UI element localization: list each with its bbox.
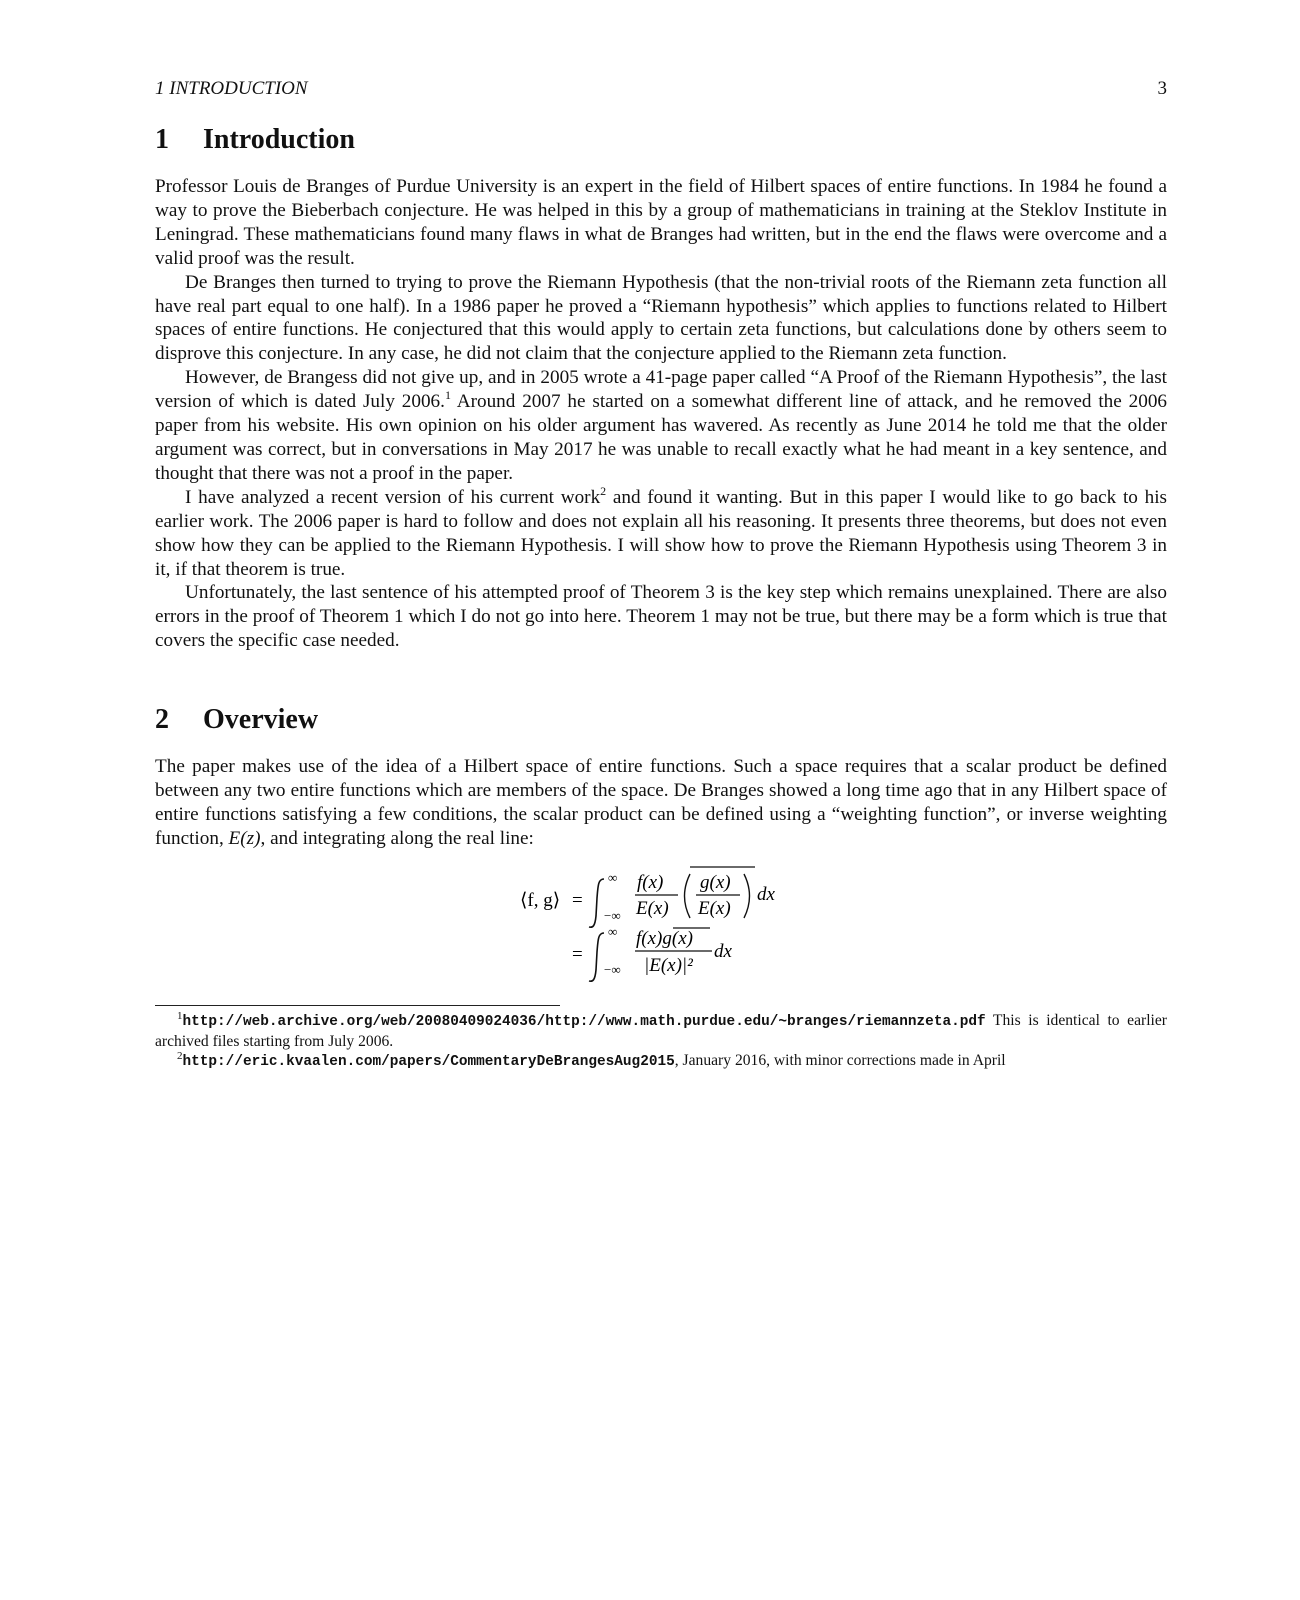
fraction-numerator: f(x)g(x) [636, 928, 693, 949]
footnote-marker: 2 [600, 483, 607, 498]
left-paren [685, 874, 691, 918]
section-number: 2 [155, 704, 169, 735]
footnotes [155, 1011, 1167, 1072]
paragraph: Professor Louis de Branges of Purdue University is an expert in the field of Hilbert spaces of entire functions. In 1984 he found a way to prove the Bieberbach conjecture. He was helped in this by a group of mathematicians in training at the Steklov Institute in Leningrad. These mathematicians found many flaws in what de Branges had written, but in the end the flaws were overcome and a valid proof was the result. [155, 176, 1167, 269]
paragraph: Unfortunately, the last sentence of his attempted proof of Theorem 3 is the key step which remains unexplained. There are also errors in the proof of Theorem 1 which I do not go into here. Theorem 1 may not be true, but there may be a form which is true that covers the specific case needed. [155, 582, 1167, 652]
equation-equals: = [572, 944, 583, 965]
differential: dx [757, 884, 775, 905]
footnote [155, 1051, 1167, 1072]
footnote-number: 2 [177, 1050, 183, 1062]
inline-math: E(z) [228, 827, 261, 849]
fraction-denominator: |E(x)|² [644, 955, 693, 976]
fraction-denominator: E(x) [698, 898, 731, 919]
running-head-section: 1 INTRODUCTION [155, 78, 308, 99]
paragraph-text: and found it wanting. But in this paper I would like to go back to his earlier work. The 2006 paper is hard to follow and does not explain all his reasoning. It presents three theorems, but does not even show how they can be applied to the Riemann Hypothesis. I will show how to prove the Riemann Hypothesis using Theorem 3 in it, if that theorem is true. [155, 486, 1167, 580]
overview-body [155, 755, 1167, 851]
section-number: 1 [155, 124, 169, 155]
running-head [155, 78, 1167, 100]
integral-sign [589, 879, 604, 927]
integral-upper-limit: ∞ [608, 870, 618, 885]
paragraph-text: , and integrating along the real line: [260, 827, 534, 849]
paragraph-text: However, de Brangess did not give up, and in 2005 wrote a 41-page paper called “A Proof of the Riemann Hypothesis”, the last version of which is dated July 2006. [155, 367, 1167, 413]
display-equation [500, 870, 820, 996]
section-heading-introduction [155, 124, 355, 156]
fraction-numerator: f(x) [637, 872, 664, 893]
integral-sign [589, 933, 604, 981]
section-title: Overview [203, 704, 319, 735]
footnote-text: This is identical to earlier archived files starting from July 2006. [155, 1012, 1167, 1050]
paragraph-text: The paper makes use of the idea of a Hilbert space of entire functions. Such a space requires that a scalar product be defined between any two entire functions which are members of the space. De Branges showed a long time ago that in any Hilbert space of entire functions satisfying a few conditions, the scalar product can be defined using a “weighting function”, or inverse weighting function, [155, 756, 1167, 849]
integral-lower-limit: −∞ [604, 962, 621, 977]
footnote-link[interactable]: http://eric.kvaalen.com/papers/CommentaryDeBrangesAug2015 [182, 1054, 675, 1070]
footnote-text: , January 2016, with minor corrections made in April [674, 1052, 1006, 1069]
equation-equals: = [572, 890, 583, 911]
footnote [155, 1011, 1167, 1051]
footnote-rule [155, 1005, 560, 1006]
paragraph [155, 483, 1167, 582]
integral-upper-limit: ∞ [608, 924, 618, 939]
paragraph [155, 755, 1167, 851]
footnote-link[interactable]: http://web.archive.org/web/20080409024036/http://www.math.purdue.edu/~branges/riemannzeta.pdf [182, 1014, 986, 1030]
integral-lower-limit: −∞ [604, 908, 621, 923]
paragraph-text: Around 2007 he started on a somewhat different line of attack, and he removed the 2006 paper from his website. His own opinion on his older argument has wavered. As recently as June 2014 he told me that the older argument was correct, but in conversations in May 2017 he was unable to recall exactly what he had meant in a key sentence, and thought that there was not a proof in the paper. [155, 391, 1168, 484]
differential: dx [714, 941, 732, 962]
paragraph-text: I have analyzed a recent version of his current work [185, 486, 601, 508]
footnote-number: 1 [177, 1010, 183, 1022]
page-number: 3 [1157, 78, 1167, 99]
section-heading-overview [155, 704, 318, 736]
equation-lhs: ⟨f, g⟩ [520, 890, 561, 911]
introduction-body [155, 175, 1167, 653]
fraction-numerator: g(x) [700, 872, 731, 893]
paragraph: De Branges then turned to trying to prove the Riemann Hypothesis (that the non-trivial roots of the Riemann zeta function all have real part equal to one half). In a 1986 paper he proved a “Riemann hypothesis” which applies to functions related to Hilbert spaces of entire functions. He conjectured that this would apply to certain zeta functions, but calculations done by others seem to disprove this conjecture. In any case, he did not claim that the conjecture applied to the Riemann zeta function. [155, 271, 1167, 365]
paragraph [155, 366, 1167, 486]
footnote-marker: 1 [444, 388, 451, 403]
right-paren [744, 874, 750, 918]
fraction-denominator: E(x) [636, 898, 669, 919]
section-title: Introduction [203, 124, 355, 155]
